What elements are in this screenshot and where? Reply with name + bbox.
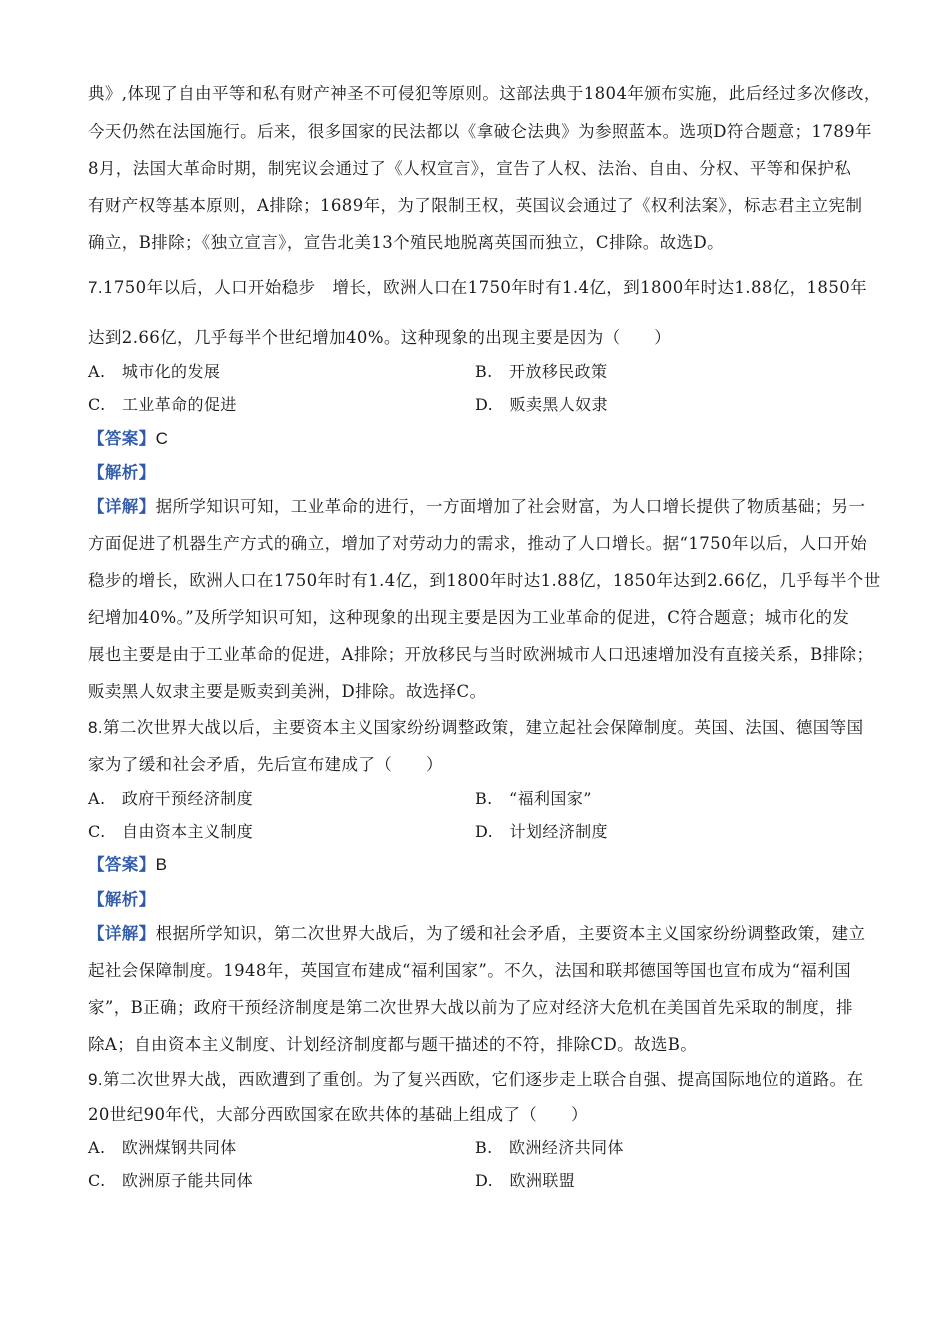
detail-text-line: 展也主要是由于工业革命的促进，A排除；开放移民与当时欧洲城市人口迅速增加没有直接关系，B排除； — [88, 645, 874, 664]
answer-label: 【答案】 — [88, 855, 156, 874]
option-c: C. 欧洲原子能共同体 — [88, 1171, 254, 1190]
question-8-stem — [88, 714, 862, 738]
question-stem-text: 第二次世界大战以后，主要资本主义国家纷纷调整政策，建立起社会保障制度。英国、法国、德国等国 — [102, 718, 864, 737]
detail-text-line: 稳步的增长，欧洲人口在1750年时有1.4亿，到1800年时达1.88亿，1850年达到2.66亿，几乎每半个世 — [88, 571, 881, 590]
option-d: D. 贩卖黑人奴隶 — [475, 395, 608, 414]
answer-value: B — [155, 855, 168, 874]
option-b: B. “福利国家” — [475, 789, 592, 808]
question-7-stem — [88, 274, 868, 298]
answer-line — [88, 851, 862, 875]
answer-label: 【答案】 — [88, 429, 156, 448]
analysis-text-line: 典》,体现了自由平等和私有财产神圣不可侵犯等原则。这部法典于1804年颁布实施，此后经过多次修改， — [88, 84, 881, 103]
analysis-text-line: 有财产权等基本原则，A排除；1689年，为了限制王权，英国议会通过了《权利法案》，标志君主立宪制 — [88, 196, 863, 215]
analysis-text-line: 确立，B排除；《独立宣言》，宣告北美13个殖民地脱离英国而独立，C排除。故选D。 — [88, 233, 724, 252]
detail-text: 据所学知识可知，工业革命的进行，一方面增加了社会财富，为人口增长提供了物质基础；另一 — [155, 497, 866, 516]
question-stem-text: 20世纪90年代，大部分西欧国家在欧共体的基础上组成了（ ） — [88, 1105, 588, 1124]
option-d: D. 欧洲联盟 — [475, 1171, 576, 1190]
option-d: D. 计划经济制度 — [475, 822, 608, 841]
analysis-label-line — [88, 886, 862, 910]
question-9-stem — [88, 1066, 862, 1090]
option-b: B. 开放移民政策 — [475, 362, 608, 381]
detail-text-line: 起社会保障制度。1948年，英国宣布建成“福利国家”。不久，法国和联邦德国等国也宣布成为“福利国 — [88, 961, 851, 980]
option-c: C. 工业革命的促进 — [88, 395, 237, 414]
detail-text-line: 贩卖黑人奴隶主要是贩卖到美洲，D排除。故选择C。 — [88, 682, 487, 701]
question-number: 7. — [88, 278, 103, 297]
option-c: C. 自由资本主义制度 — [88, 822, 254, 841]
detail-text-line: 除A；自由资本主义制度、计划经济制度都与题干描述的不符，排除CD。故选B。 — [88, 1035, 698, 1054]
detail-text-line: 纪增加40%。”及所学知识可知，这种现象的出现主要是因为工业革命的促进，C符合题意；城市化的发 — [88, 608, 850, 627]
question-number: 9. — [88, 1070, 103, 1089]
analysis-label: 【解析】 — [88, 890, 156, 909]
answer-line — [88, 425, 862, 449]
option-a: A. 城市化的发展 — [88, 362, 221, 381]
option-a: A. 政府干预经济制度 — [88, 789, 254, 808]
analysis-text-line: 8月，法国大革命时期，制宪议会通过了《人权宣言》，宣告了人权、法治、自由、分权、平等和保护私 — [88, 159, 852, 178]
question-stem-text: 1750年以后，人口开始稳步 增长，欧洲人口在1750年时有1.4亿，到1800年时达1.88亿，1850年 — [102, 278, 868, 297]
analysis-text-line: 今天仍然在法国施行。后来，很多国家的民法都以《拿破仑法典》为参照蓝本。选项D符合题意；1789年 — [88, 122, 872, 141]
answer-value: C — [155, 429, 169, 448]
question-stem-text: 家为了缓和社会矛盾，先后宣布建成了（ ） — [88, 755, 443, 774]
detail-text-line: 方面促进了机器生产方式的确立，增加了对劳动力的需求，推动了人口增长。据“1750年以后，人口开始 — [88, 534, 868, 553]
detail-label: 【详解】 — [88, 924, 156, 943]
option-b: B. 欧洲经济共同体 — [475, 1138, 624, 1157]
detail-text-line: 家”，B正确；政府干预经济制度是第二次世界大战以前为了应对经济大危机在美国首先采取的制度，排 — [88, 998, 853, 1017]
question-number: 8. — [88, 718, 103, 737]
analysis-label: 【解析】 — [88, 463, 156, 482]
analysis-label-line — [88, 459, 862, 483]
detail-label: 【详解】 — [88, 497, 156, 516]
detail-line — [88, 920, 866, 944]
question-stem-text: 第二次世界大战，西欧遭到了重创。为了复兴西欧，它们逐步走上联合自强、提高国际地位的道路。在 — [102, 1070, 864, 1089]
question-stem-text: 达到2.66亿，几乎每半个世纪增加40%。这种现象的出现主要是因为（ ） — [88, 328, 672, 347]
detail-text: 根据所学知识，第二次世界大战后，为了缓和社会矛盾，主要资本主义国家纷纷调整政策，建立 — [155, 924, 866, 943]
detail-line — [88, 493, 866, 517]
option-a: A. 欧洲煤钢共同体 — [88, 1138, 237, 1157]
